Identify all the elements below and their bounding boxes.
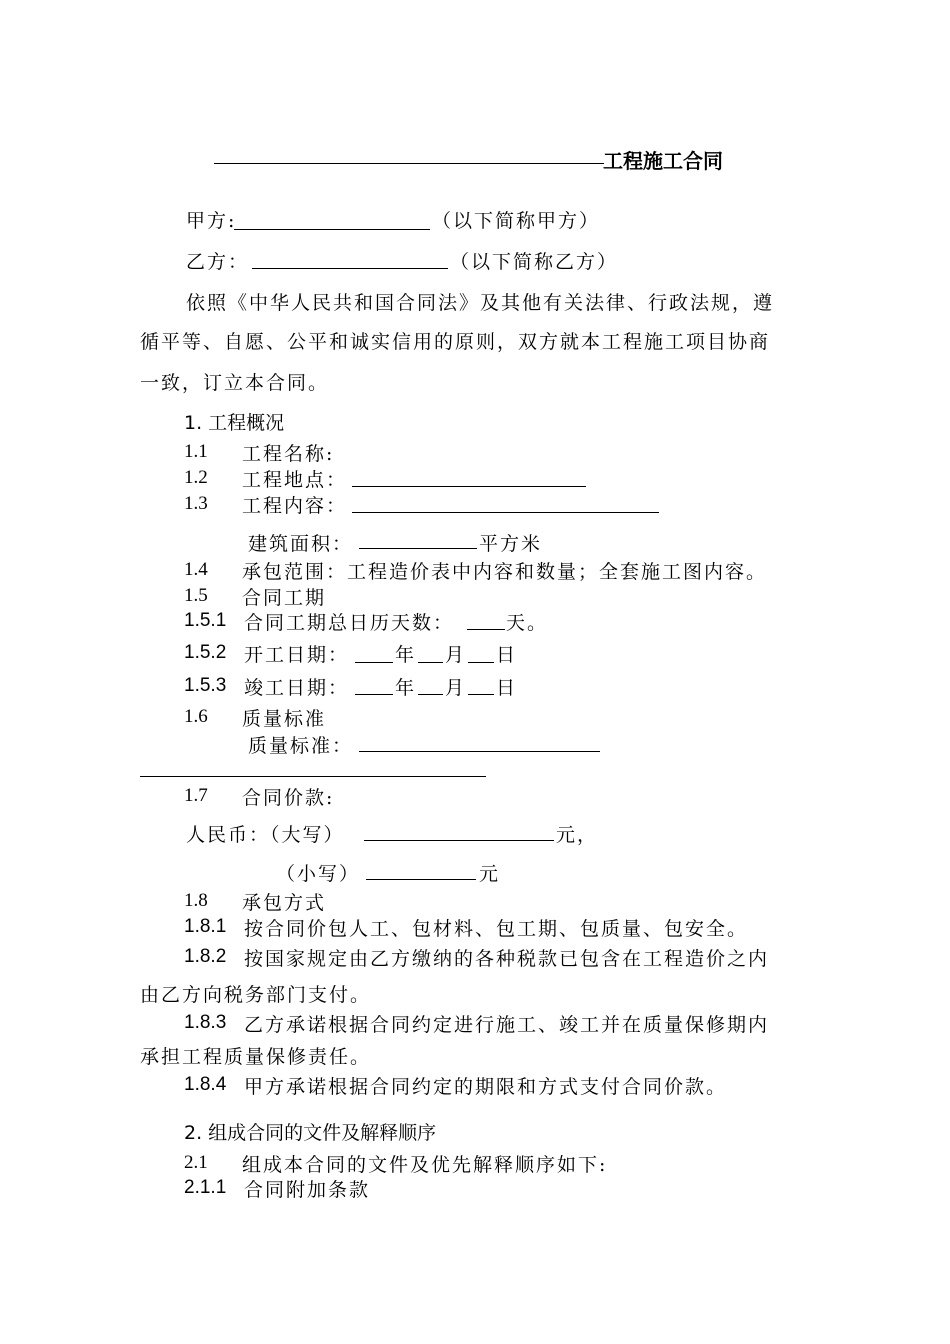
s1-7-num: 1.7 bbox=[184, 785, 208, 806]
s1-8-2-text: 按国家规定由乙方缴纳的各种税款已包含在工程造价之内 bbox=[244, 948, 770, 970]
quality-blank-cont bbox=[140, 776, 486, 777]
s1-5-3-num: 1.5.3 bbox=[184, 675, 227, 696]
s1-5-3-year-blank bbox=[355, 694, 393, 695]
rmb-small-blank bbox=[366, 879, 476, 880]
s2-1-1-text: 合同附加条款 bbox=[244, 1179, 371, 1201]
s1-5-1-unit: 天。 bbox=[506, 612, 549, 634]
rmb-label: 人民币：（大写） bbox=[186, 824, 345, 846]
s1-5-1-text: 合同工期总日历天数： bbox=[244, 612, 455, 634]
s2-1-num: 2.1 bbox=[184, 1152, 208, 1173]
s1-8-3-text: 乙方承诺根据合同约定进行施工、竣工并在质量保修期内 bbox=[244, 1014, 770, 1036]
party-a-label: 甲方: bbox=[186, 210, 237, 232]
area-label: 建筑面积： bbox=[248, 533, 354, 555]
intro-line-1: 依照《中华人民共和国合同法》及其他有关法律、行政法规，遵 bbox=[186, 292, 775, 314]
party-a-note: （以下简称甲方） bbox=[432, 210, 601, 232]
s1-4-text: 承包范围：工程造价表中内容和数量；全套施工图内容。 bbox=[242, 561, 768, 583]
s1-2-blank bbox=[352, 486, 586, 487]
s1-6-num: 1.6 bbox=[184, 706, 208, 727]
s1-6-text: 质量标准 bbox=[242, 708, 327, 730]
s1-5-3-day-blank bbox=[468, 694, 494, 695]
s1-8-num: 1.8 bbox=[184, 890, 208, 911]
s1-5-2-year-blank bbox=[355, 662, 393, 663]
s1-3-blank bbox=[352, 512, 659, 513]
s1-5-2-month-blank bbox=[418, 662, 443, 663]
s1-7-text: 合同价款: bbox=[242, 787, 335, 809]
rmb-small-unit: 元 bbox=[479, 863, 501, 885]
s1-5-2-day-blank bbox=[468, 662, 494, 663]
s1-8-1-num: 1.8.1 bbox=[184, 916, 227, 937]
s1-5-num: 1.5 bbox=[184, 585, 208, 606]
s1-5-3-text: 竣工日期： bbox=[244, 677, 350, 699]
s1-5-3-month: 月 bbox=[445, 677, 467, 699]
s2-1-text: 组成本合同的文件及优先解释顺序如下: bbox=[242, 1154, 608, 1176]
s1-1-num: 1.1 bbox=[184, 441, 208, 462]
party-b-blank bbox=[252, 268, 448, 269]
s1-3-num: 1.3 bbox=[184, 493, 208, 514]
s1-8-4-num: 1.8.4 bbox=[184, 1074, 227, 1095]
intro-line-2: 循平等、自愿、公平和诚实信用的原则，双方就本工程施工项目协商 bbox=[140, 331, 771, 353]
party-a-blank bbox=[234, 229, 430, 230]
s1-8-2-num: 1.8.2 bbox=[184, 946, 227, 967]
s1-5-1-blank bbox=[467, 629, 505, 630]
page-title: 工程施工合同 bbox=[603, 149, 723, 173]
quality-label: 质量标准： bbox=[248, 735, 354, 757]
intro-line-3: 一致，订立本合同。 bbox=[140, 372, 330, 394]
s1-8-3-num: 1.8.3 bbox=[184, 1012, 227, 1033]
s1-1-text: 工程名称: bbox=[242, 443, 335, 465]
s1-8-2-cont: 由乙方向税务部门支付。 bbox=[140, 984, 372, 1006]
s1-3-text: 工程内容： bbox=[242, 495, 348, 517]
rmb-big-blank bbox=[364, 840, 554, 841]
s1-5-1-num: 1.5.1 bbox=[184, 610, 227, 631]
section-2-heading: 2. 组成合同的文件及解释顺序 bbox=[184, 1122, 437, 1144]
area-unit: 平方米 bbox=[479, 533, 543, 555]
area-blank bbox=[359, 548, 477, 549]
s1-5-2-year: 年 bbox=[395, 644, 417, 666]
rmb-small-label: （小写） bbox=[276, 863, 361, 885]
s1-5-2-day: 日 bbox=[496, 644, 518, 666]
s1-4-num: 1.4 bbox=[184, 559, 208, 580]
party-b-label: 乙方： bbox=[186, 251, 250, 273]
s1-8-4-text: 甲方承诺根据合同约定的期限和方式支付合同价款。 bbox=[244, 1076, 728, 1098]
s1-5-3-year: 年 bbox=[395, 677, 417, 699]
s1-5-text: 合同工期 bbox=[242, 587, 327, 609]
s1-5-2-month: 月 bbox=[445, 644, 467, 666]
s1-8-text: 承包方式 bbox=[242, 892, 327, 914]
s1-5-3-day: 日 bbox=[496, 677, 518, 699]
s2-1-1-num: 2.1.1 bbox=[184, 1177, 227, 1198]
party-b-note: （以下简称乙方） bbox=[450, 251, 619, 273]
quality-blank bbox=[359, 751, 600, 752]
rmb-unit: 元， bbox=[556, 824, 599, 846]
s1-5-3-month-blank bbox=[418, 694, 443, 695]
s1-5-2-num: 1.5.2 bbox=[184, 642, 227, 663]
title-blank bbox=[214, 163, 604, 164]
section-1-heading: 1. 工程概况 bbox=[184, 412, 285, 434]
s1-8-1-text: 按合同价包人工、包材料、包工期、包质量、包安全。 bbox=[244, 918, 749, 940]
s1-2-num: 1.2 bbox=[184, 467, 208, 488]
s1-5-2-text: 开工日期： bbox=[244, 644, 350, 666]
s1-8-3-cont: 承担工程质量保修责任。 bbox=[140, 1046, 372, 1068]
s1-2-text: 工程地点： bbox=[242, 469, 348, 491]
